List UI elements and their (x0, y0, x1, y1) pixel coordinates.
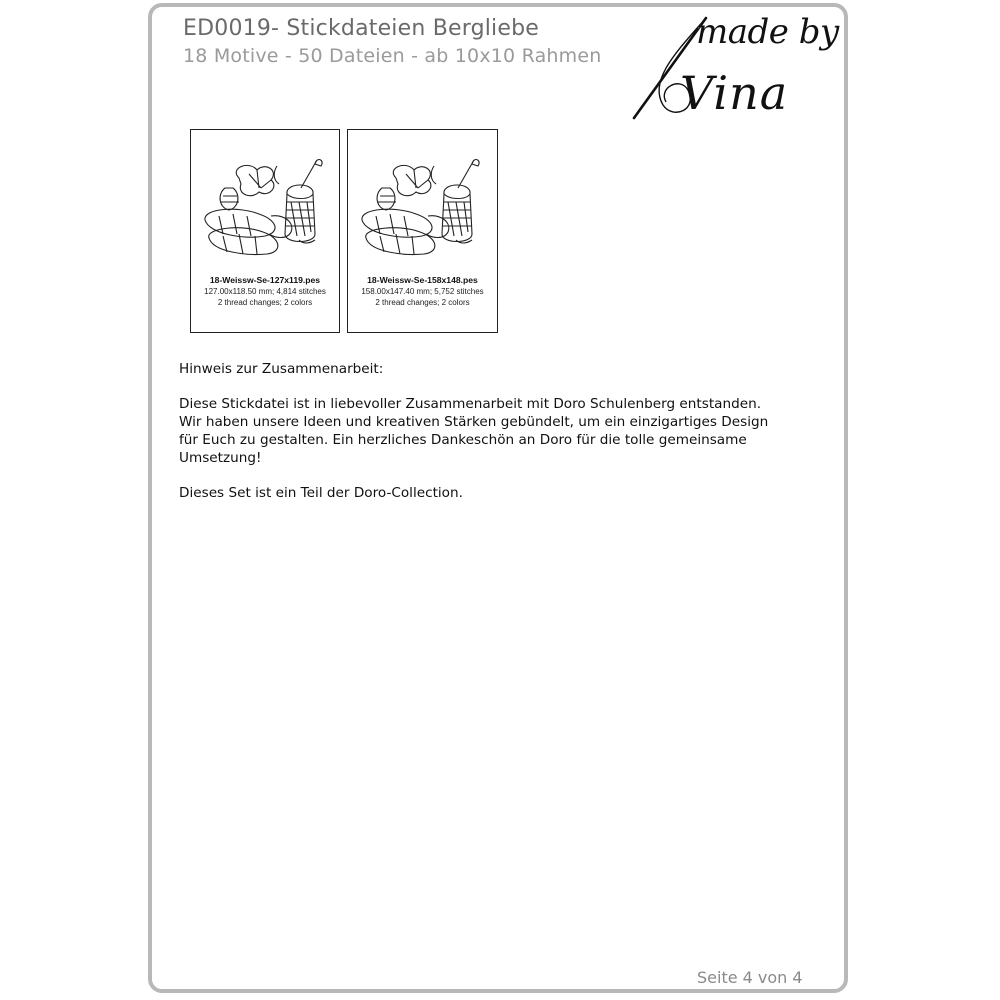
page-number: Seite 4 von 4 (697, 968, 803, 987)
file-dimensions: 158.00x147.40 mm; 5,752 stitches (361, 287, 484, 296)
sausage-jar-illustration (199, 158, 331, 270)
file-dimensions: 127.00x118.50 mm; 4,814 stitches (204, 287, 326, 296)
page-subtitle: 18 Motive - 50 Dateien - ab 10x10 Rahmen (183, 45, 602, 67)
logo-text-vina: Vina (680, 66, 789, 120)
file-name: 18-Weissw-Se-127x119.pes (209, 275, 321, 285)
logo-text-made-by: made by (696, 12, 839, 52)
file-name: 18-Weissw-Se-158x148.pes (367, 275, 478, 285)
file-thread-info: 2 thread changes; 2 colors (375, 298, 470, 307)
brand-logo (618, 10, 839, 135)
note-collection: Dieses Set ist ein Teil der Doro-Collection. (179, 485, 463, 501)
page-title: ED0019- Stickdateien Bergliebe (183, 16, 540, 41)
embroidery-preview-card (190, 129, 340, 333)
sausage-jar-illustration (356, 158, 488, 270)
note-paragraph-line: für Euch zu gestalten. Ein herzliches Dankeschön an Doro für die tolle gemeinsame (179, 432, 747, 448)
note-paragraph-line: Umsetzung! (179, 450, 262, 466)
file-thread-info: 2 thread changes; 2 colors (217, 298, 313, 307)
note-heading: Hinweis zur Zusammenarbeit: (179, 361, 384, 377)
note-paragraph-line: Wir haben unsere Ideen und kreativen Stärken gebündelt, um ein einzigartiges Design (179, 414, 769, 430)
note-paragraph-line: Diese Stickdatei ist in liebevoller Zusammenarbeit mit Doro Schulenberg entstanden. (179, 396, 762, 412)
embroidery-preview-card (347, 129, 498, 333)
